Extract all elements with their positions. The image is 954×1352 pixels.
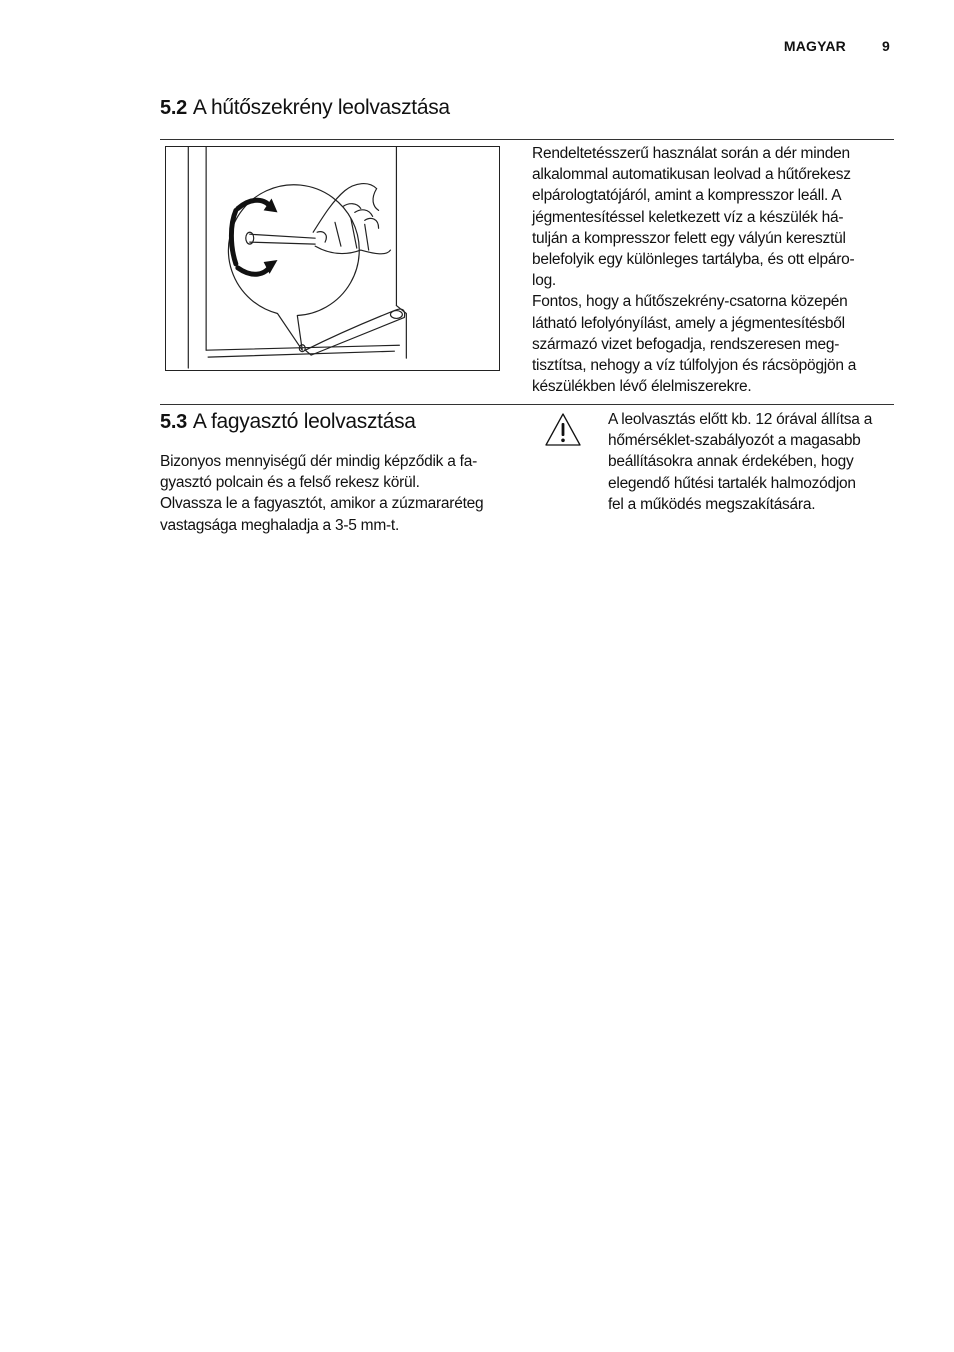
- header-language: MAGYAR: [783, 38, 846, 54]
- text-line: alkalommal automatikusan leolvad a hűtőrekesz: [532, 166, 851, 184]
- section-5-2-heading: A hűtőszekrény leolvasztása: [192, 96, 450, 119]
- text-line: fel a működés megszakítására.: [608, 495, 816, 513]
- warning-triangle-icon: [544, 412, 582, 448]
- text-line: tulján a kompresszor felett egy vályún keresztül: [532, 229, 846, 247]
- text-line: vastagsága meghaladja a 3-5 mm-t.: [160, 516, 400, 534]
- drain-cleaning-drawing: [166, 147, 499, 370]
- text-line: Olvassza le a fagyasztót, amikor a zúzmararéteg: [160, 495, 484, 513]
- text-line: elpárologtatójáról, amint a kompresszor leáll. A: [532, 187, 842, 205]
- text-line: belefolyik egy különleges tartályba, és ott elpáro-: [532, 251, 855, 269]
- text-line: A leolvasztás előtt kb. 12 órával állítsa a: [608, 411, 873, 428]
- warning-text: [608, 409, 898, 515]
- page-header: [700, 38, 890, 54]
- section-5-3-number: 5.3: [160, 411, 187, 433]
- section-5-2-number: 5.2: [160, 97, 187, 119]
- section-5-2-divider: [160, 139, 894, 140]
- text-line: beállításokra annak érdekében, hogy: [608, 453, 854, 471]
- section-5-3-title: [160, 410, 416, 434]
- section-5-3-heading: A fagyasztó leolvasztása: [192, 410, 416, 433]
- text-line: hőmérséklet-szabályozót a magasabb: [608, 432, 861, 450]
- text-line: származó vizet befogadja, rendszeresen meg-: [532, 335, 840, 353]
- text-line: látható lefolyónyílást, amely a jégmentesítésből: [532, 314, 845, 332]
- section-5-3-body: [160, 451, 520, 536]
- defrost-drain-illustration: [165, 146, 500, 371]
- text-line: elegendő hűtési tartalék halmozódjon: [608, 474, 856, 492]
- text-line: gyasztó polcain és a felső rekesz körül.: [160, 474, 420, 492]
- text-line: Fontos, hogy a hűtőszekrény-csatorna közepén: [532, 293, 848, 311]
- text-line: Rendeltetésszerű használat során a dér minden: [532, 145, 850, 162]
- section-5-2-title: [160, 96, 450, 120]
- page-number: 9: [882, 38, 890, 54]
- text-line: jégmentesítéssel keletkezett víz a készülék há-: [532, 208, 844, 226]
- section-5-3-divider: [160, 404, 894, 405]
- section-5-2-body: [532, 143, 894, 397]
- text-line: log.: [532, 272, 556, 290]
- text-line: tisztítsa, nehogy a víz túlfolyjon és rácsöpögjön a: [532, 357, 857, 375]
- text-line: Bizonyos mennyiségű dér mindig képződik a fa-: [160, 453, 478, 470]
- text-line: készülékben lévő élelmiszerekre.: [532, 378, 752, 396]
